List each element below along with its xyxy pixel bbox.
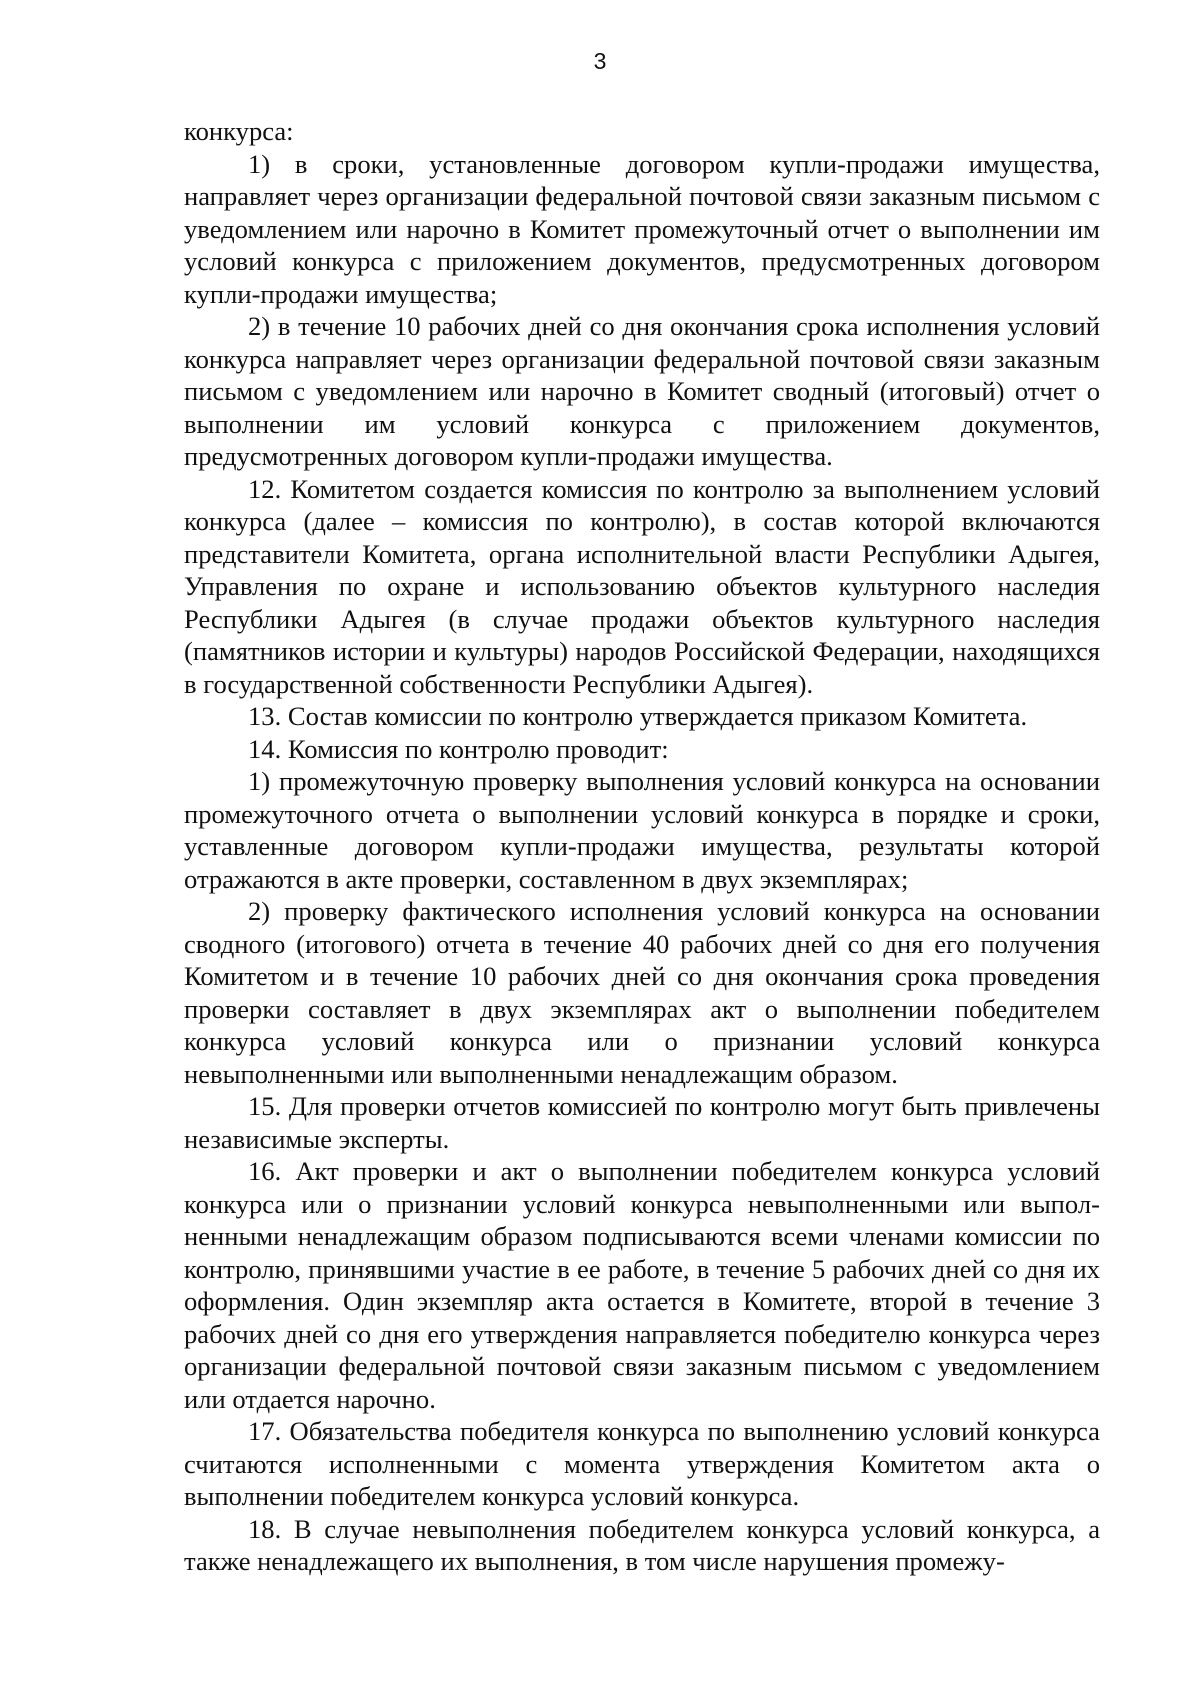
paragraph: 16. Акт проверки и акт о выполнении победителем конкурса условий конкурса или о признании условий конкурса невыполненными или выполненными ненадлежащим образом подписываются всеми членами комиссии по контролю, принявшими участие в ее работе, в течение 5 рабочих дней со дня их оформления. Один экземпляр акта остается в Комитете, второй в течение 3 рабочих дней со дня его утверждения направляется победителю конкурса через организации федеральной почтовой связи заказным письмом с уведомлением или отдается нарочно.: [184, 1156, 1100, 1414]
paragraph: 17. Обязательства победителя конкурса по выполнению условий конкурса считаются исполненными с момента утверждения Комитетом акта о выполнении победителем конкурса условий конкурса.: [184, 1416, 1100, 1511]
paragraph: 1) в сроки, установленные договором купли-продажи имущества, направляет через организации федеральной почтовой связи заказным письмом с уведомлением или нарочно в Комитет промежуточный отчет о выполнении им условий конкурса с приложением документов, предусмотренных договором купли-продажи имущества;: [184, 148, 1100, 309]
paragraph: 2) проверку фактического исполнения условий конкурса на основании сводного (итогового) отчета в течение 40 рабочих дней со дня его получения Комитетом и в течение 10 рабочих дней со дня окончания срока проведения проверки составляет в двух экземплярах акт о выполнении победителем конкурса условий конкурса или о признании условий конкурса невыполненными или выполненными ненадлежащим образом.: [184, 896, 1100, 1089]
paragraph: 13. Состав комиссии по контролю утверждается приказом Комитета.: [248, 701, 1028, 731]
document-body: [184, 115, 1100, 1578]
paragraph: 15. Для проверки отчетов комиссией по контролю могут быть привлечены независимые эксперты.: [184, 1091, 1100, 1154]
paragraph: 18. В случае невыполнения победителем конкурса условий конкурса, а также ненадлежащего их выполнения, в том числе нарушения промежу-: [184, 1513, 1100, 1576]
page-number: 3: [593, 48, 607, 74]
paragraph: 14. Комиссия по контролю проводит:: [248, 733, 669, 764]
paragraph: 2) в течение 10 рабочих дней со дня окончания срока исполнения условий конкурса направляет через организации федеральной почтовой связи заказным письмом с уведомлением или нарочно в Комитет сводный (итоговый) отчет о выполнении им условий конкурса с приложением документов, предусмотренных договором купли-продажи имущества.: [184, 311, 1100, 471]
paragraph: 12. Комитетом создается комиссия по контролю за выполнением условий конкурса (далее – комиссия по контролю), в состав которой включаются представители Комитета, органа исполнительной власти Республики Адыгея, Управления по охране и использованию объектов культурного наследия Республики Адыгея (в случае продажи объектов культурного наследия (памятников истории и культуры) народов Российской Федерации, находящихся в государственной собственности Республики Адыгея).: [184, 473, 1100, 699]
paragraph: 1) промежуточную проверку выполнения условий конкурса на основании промежуточного отчета о выполнении условий конкурса в порядке и сроки, уставленные договором купли-продажи имущества, результаты которой отражаются в акте проверки, составленном в двух экземплярах;: [184, 766, 1100, 894]
paragraph: конкурса:: [184, 116, 294, 146]
